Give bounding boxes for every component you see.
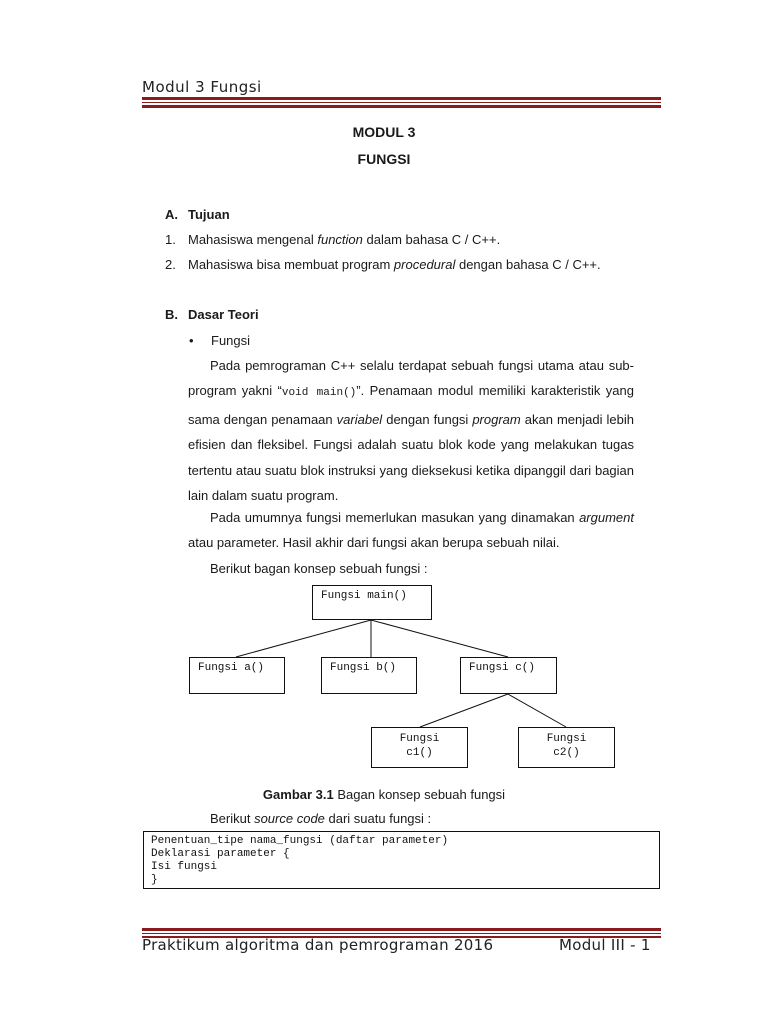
footer-page-number: Modul III - 1	[559, 936, 651, 954]
code-block: Penentuan_tipe nama_fungsi (daftar parameter) Deklarasi parameter { Isi fungsi }	[143, 831, 660, 889]
diagram-box-c: Fungsi c()	[460, 657, 557, 694]
section-b-title: Dasar Teori	[188, 307, 259, 322]
diagram-box-c2: Fungsi c2()	[518, 727, 615, 768]
list-number: 1.	[165, 232, 176, 247]
bullet-text: Fungsi	[211, 333, 251, 348]
figure-caption: Gambar 3.1 Bagan konsep sebuah fungsi	[262, 787, 506, 802]
paragraph-argument: Pada umumnya fungsi memerlukan masukan yang dinamakan argument atau parameter. Hasil akhir dari fungsi akan berupa sebuah nilai.	[188, 510, 634, 551]
section-b-label: B.	[165, 307, 178, 322]
source-code-intro: Berikut source code dari suatu fungsi :	[210, 811, 432, 826]
paragraph-fungsi: Pada pemrograman C++ selalu terdapat sebuah fungsi utama atau sub-program yakni “void main()”. Penamaan modul memiliki karakteristik yang sama dengan penamaan variabel dengan fungsi program akan menjadi lebih efisien dan fleksibel. Fungsi adalah suatu blok kode yang melakukan tugas tertentu atau suatu blok instruksi yang dieksekusi ketika dipanggil dari bagian lain dalam suatu program.	[188, 358, 634, 504]
bullet-icon: •	[189, 333, 194, 348]
module-number: MODUL 3	[352, 124, 416, 140]
diagram-box-b: Fungsi b()	[321, 657, 417, 694]
footer-course: Praktikum algoritma dan pemrograman 2016	[142, 936, 494, 954]
page-header-title: Modul 3 Fungsi	[142, 78, 262, 96]
paragraph-diagram-intro: Berikut bagan konsep sebuah fungsi :	[210, 561, 428, 576]
diagram-box-main: Fungsi main()	[312, 585, 432, 620]
section-a-label: A.	[165, 207, 178, 222]
list-item: Mahasiswa bisa membuat program procedural dengan bahasa C / C++.	[188, 257, 601, 272]
module-title: FUNGSI	[357, 151, 411, 167]
list-number: 2.	[165, 257, 176, 272]
section-a-title: Tujuan	[188, 207, 230, 222]
list-item: Mahasiswa mengenal function dalam bahasa C / C++.	[188, 232, 501, 247]
diagram-box-c1: Fungsi c1()	[371, 727, 468, 768]
diagram-box-a: Fungsi a()	[189, 657, 285, 694]
